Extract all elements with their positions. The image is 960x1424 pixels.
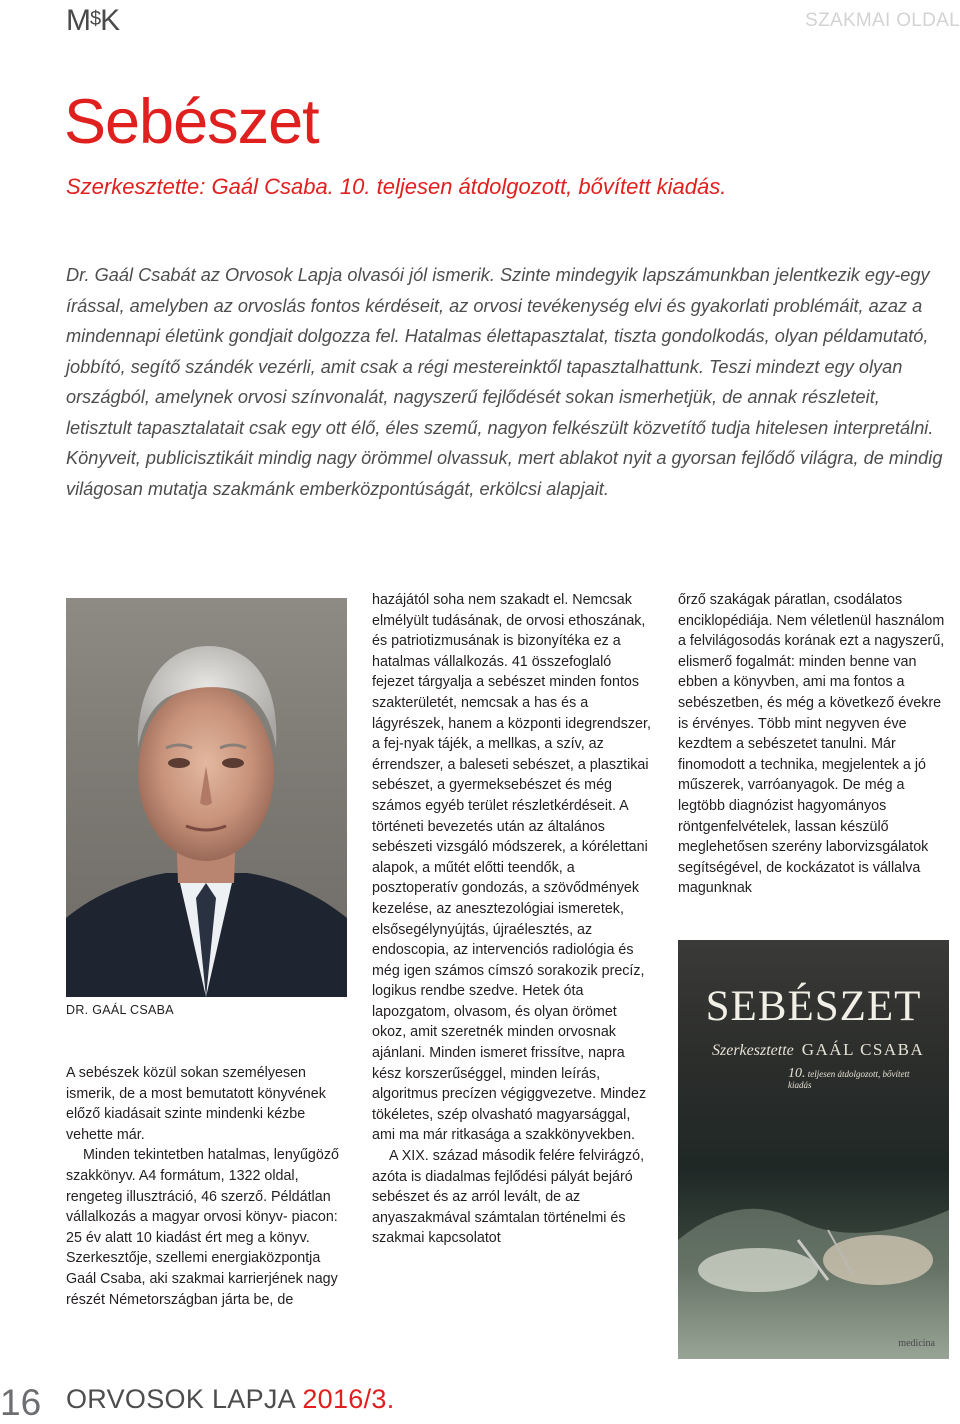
author-portrait xyxy=(66,598,347,997)
journal-name: ORVOSOK LAPJA 2016/3. xyxy=(66,1384,395,1414)
article-column-1 xyxy=(66,1063,347,1310)
section-label: SZAKMAI OLDAL xyxy=(805,10,960,31)
book-title: SEBÉSZET xyxy=(705,983,922,1030)
magazine-logo: M$K xyxy=(66,4,120,37)
article-column-3 xyxy=(678,590,952,899)
paragraph: hazájától soha nem szakadt el. Nemcsak elmélyült tudásának, de orvosi ethoszának, és patriotizmusának is bizonyítéka ez a hatalmas vállalkozás. 41 összefoglaló fejezet tárgyalja a sebészet minden fontos szakterületét, nemcsak a has és a lágyrészek, hanem a központi idegrendszer, a fej-nyak tájék, a mellkas, a szív, az érrendszer, a baleseti sebészet, a plasztikai sebészet, a gyermeksebészet és még számos egyéb terület részletkérdéseit. A történeti bevezetés után az általános sebészeti vizsgáló módszerek, a kórélettani alapok, a műtét előtti teendők, a posztoperatív gondozás, a szövődmények kezelése, az anesztezológiai ismeretek, elsősegélynyújtás, újraélesztés, az endoscopia, az intervenciós radiológia és még igen számos címszó sorakozik precíz, logikus rendbe szedve. Hetek óta lapozgatom, olvasom, és olyan örömet okoz, amit szeretnék minden orvosnak ajánlani. Minden ismeret frissítve, napra kész korszerűséggel, minden leírás, algoritmus precízen végiggvezetve. Mindez tökéletes, szép olvasható magyarsággal, ami ma már ritkasága a szakkönyvekben. xyxy=(372,592,651,1144)
book-publisher: medicina xyxy=(898,1338,935,1349)
article-title: Sebészet xyxy=(64,87,319,157)
portrait-illustration xyxy=(66,598,347,997)
logo-symbol: $ xyxy=(90,8,101,30)
page-number: 16 xyxy=(0,1382,42,1423)
paragraph: A sebészek közül sokan személyesen ismerik, de a most bemutatott könyvének előző kiadásait szinte mindenki kézbe vehette már. xyxy=(66,1065,326,1143)
portrait-caption: DR. GAÁL CSABA xyxy=(66,1003,174,1017)
book-edition: 10. teljesen átdolgozott, bővített kiadás xyxy=(788,1066,910,1090)
journal-issue: 2016/3. xyxy=(302,1384,395,1414)
paragraph: őrző szakágak páratlan, csodálatos enciklopédiája. Nem véletlenül használom a felvilágosodás korának ezt a nagyszerű, elismerő fogalmát: minden benne van ebben a könyvben, ami ma fontos a sebészetben, és még a következő évekre is érvényes. Több mint negyven éve kezdtem a sebészetet tanulni. Már finomodott a technika, megjelentek a jó műszerek, varróanyagok. De még a legtöbb diagnózist hagyományos röntgenfelvételek, lassan készülő meglehetősen szerény laborvizsgálatok segítségével, de kockázatot is vállalva magunknak xyxy=(678,592,945,897)
article-column-2 xyxy=(372,590,654,1249)
article-lead: Dr. Gaál Csabát az Orvosok Lapja olvasói jól ismerik. Szinte mindegyik lapszámunkban jelentkezik egy-egy írással, amelyben az orvoslás fontos kérdéseit, az orvosi tevékenység elvi és gyakorlati problémáit, azaz a mindennapi életünk gondjait dolgozza fel. Hatalmas élettapasztalat, tiszta gondolkodás, olyan példamutató, jobbító, segítő szándék vezérli, amit csak a régi mestereinktől tapasztalhattunk. Teszi mindezt egy olyan országból, amelynek orvosi színvonalát, nagyszerű fejlődését sokan ismerhetjük, de annak részleteit, letisztult tapasztalatait csak egy ott élő, éles szemű, nagyon felkészült közvetítő tudja hitelesen interpretálni. Könyveit, publicisztikáit mindig nagy örömmel olvassuk, mert ablakot nyit a gyorsan fejlődő világra, de mindig világosan mutatja szakmánk emberközpontúságát, erkölcsi alapjait. xyxy=(66,265,943,499)
paragraph: Minden tekintetben hatalmas, lenyűgöző szakkönyv. A4 formátum, 1322 oldal, rengeteg illusztráció, 46 szerző. Példátlan vállalkozás a magyar orvosi könyv- piacon: 25 év alatt 10 kiadást ért meg a könyv. Szerkesztője, szellemi energiaközpontja Gaál Csaba, aki szakmai karrierjének nagy részét Németországban járta be, de xyxy=(66,1147,339,1308)
article-subtitle: Szerkesztette: Gaál Csaba. 10. teljesen átdolgozott, bővített kiadás. xyxy=(66,174,727,199)
book-cover xyxy=(678,940,949,1359)
book-editor: Szerkesztette GAÁL CSABA xyxy=(712,1040,925,1059)
paragraph: A XIX. század második felére felvirágzó, azóta is diadalmas fejlődési pályát bejáró sebészet és az arról levált, de az anyaszakmával számtalan történelmi és szakmai kapcsolatot xyxy=(372,1148,645,1247)
